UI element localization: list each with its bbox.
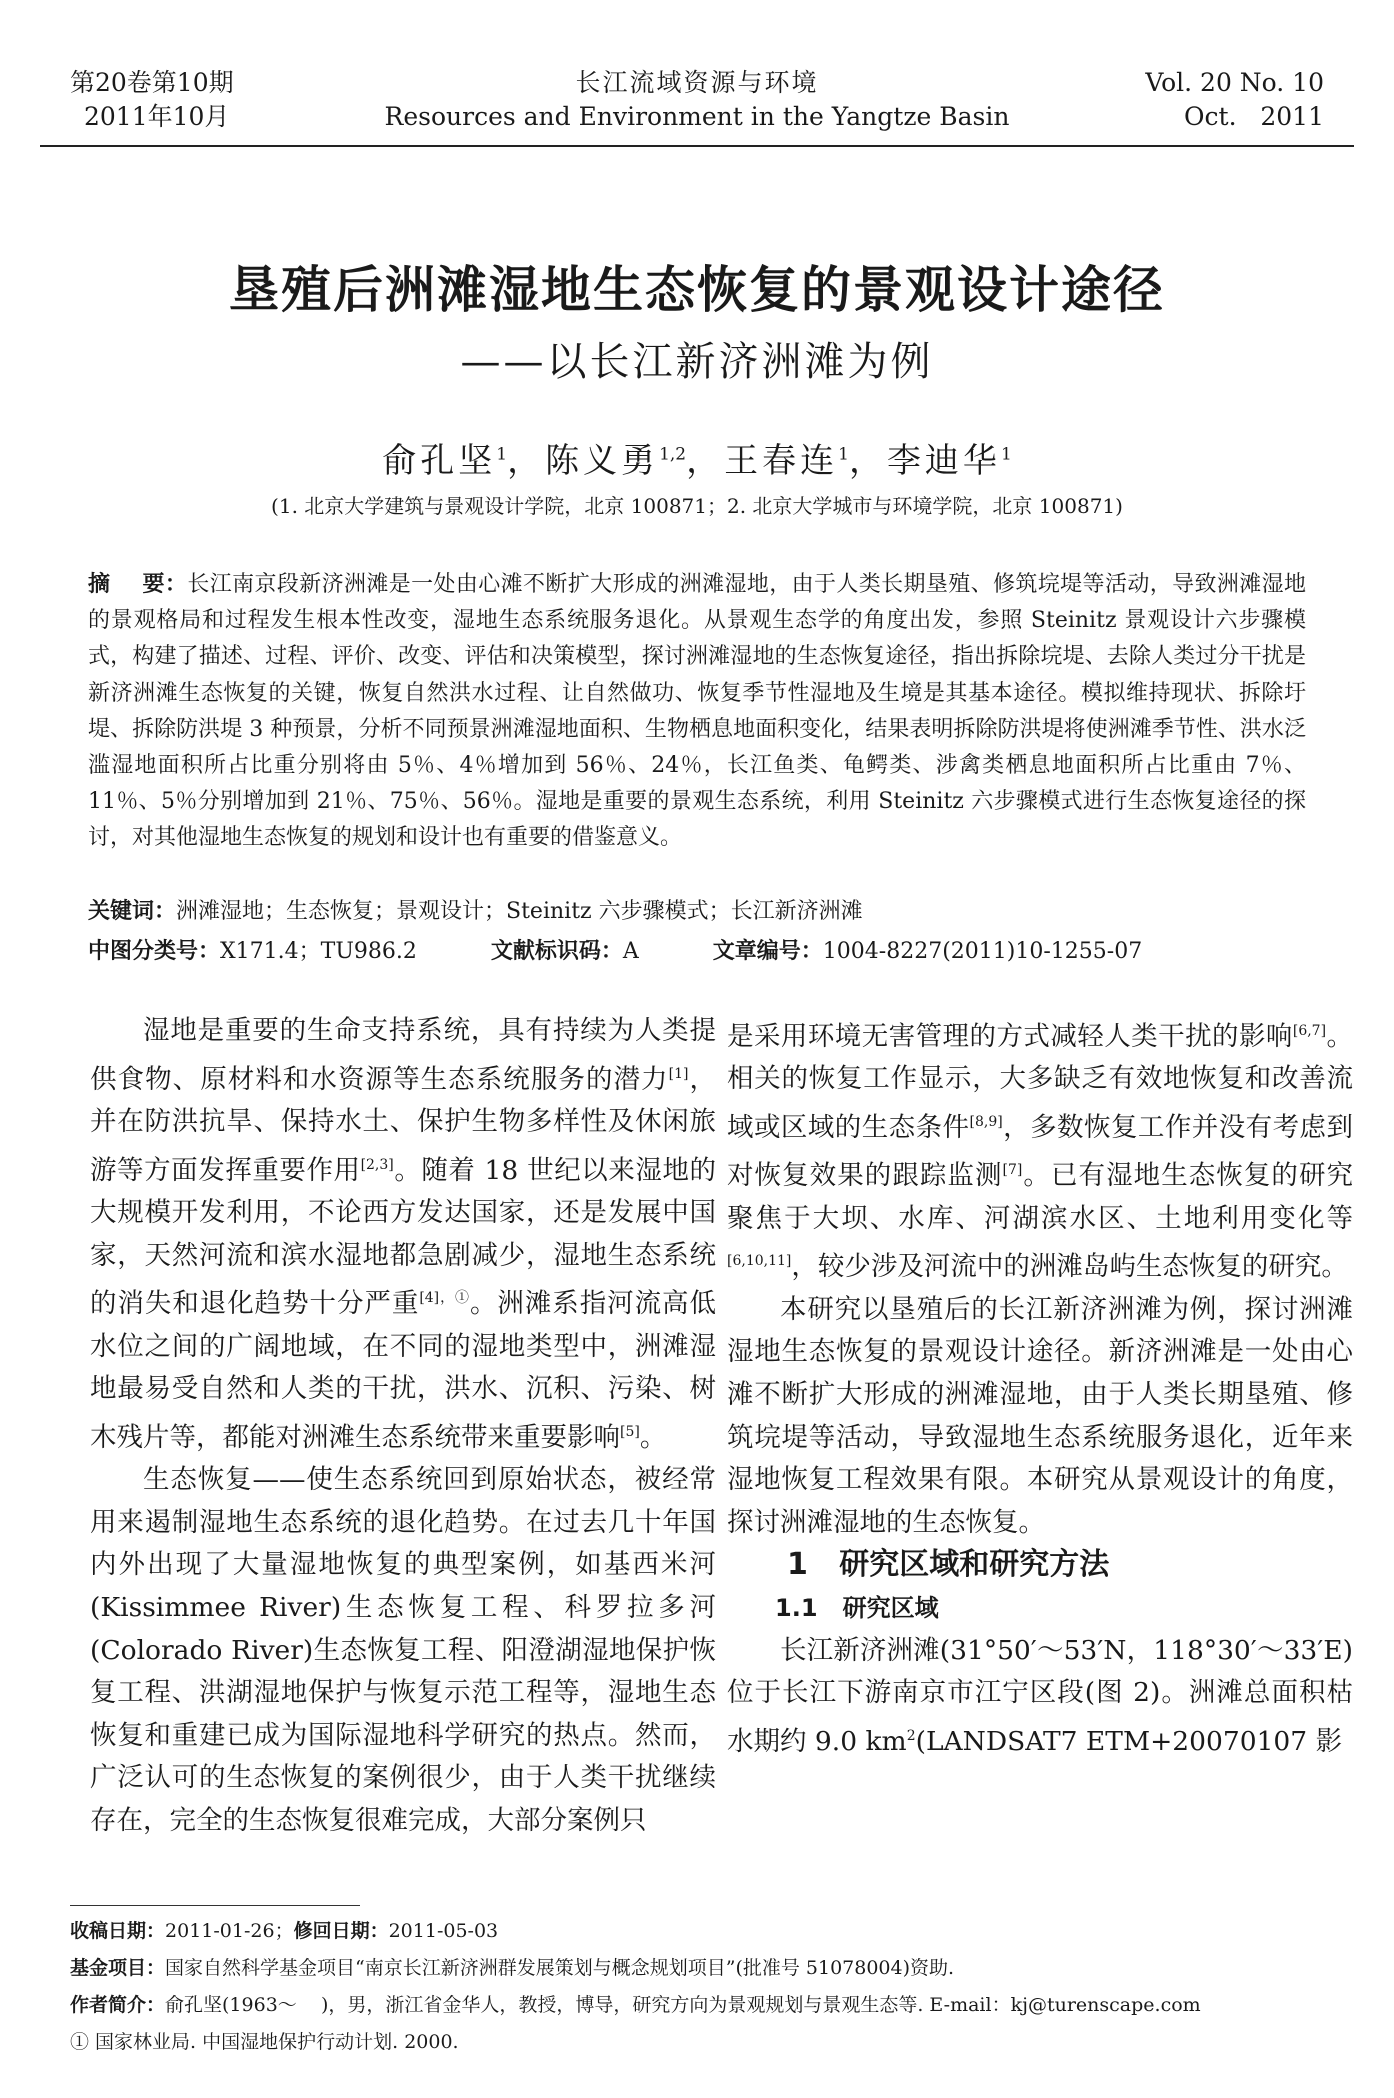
received-label: 收稿日期： [70,1920,166,1942]
volume-issue-en: Vol. 20 No. 10 [1145,68,1324,97]
revised-value: 2011-05-03 [388,1920,499,1942]
body-paragraph: 生态恢复——使生态系统回到原始状态，被经常用来遏制湿地生态系统的退化趋势。在过去几十年国内外出现了大量湿地恢复的典型案例，如基西米河(Kissimmee River)生态恢复工程、科罗拉多河(Colorado River)生态恢复工程、阳澄湖湿地保护恢复工程、洪湖湿地保护与恢复示范工程等，湿地生态恢复和重建已成为国际湿地科学研究的热点。然而，广泛认可的生态恢复的案例很少，由于人类干扰继续存在，完全的生态恢复很难完成，大部分案例只 [90,1464,716,1836]
clc-label: 中图分类号： [88,939,221,964]
author-name: 俞孔坚 [382,441,497,481]
fund-value: 国家自然科学基金项目“南京长江新济洲群发展策划与概念规划项目”(批准号 51078004)资助. [165,1957,955,1979]
footnote-1: ① 国家林业局. 中国湿地保护行动计划. 2000. [70,2031,459,2053]
body-paragraph [727,1630,1353,1764]
citation: [5] [620,1423,640,1440]
abstract-text: 长江南京段新济洲滩是一处由心滩不断扩大形成的洲滩湿地，由于人类长期垦殖、修筑垸堤等活动，导致洲滩湿地的景观格局和过程发生根本性改变，湿地生态系统服务退化。从景观生态学的角度出发，参照 Steinitz 景观设计六步骤模式，构建了描述、过程、评价、改变、评估和决策模型，探讨洲滩湿地的生态恢复途径，指出拆除垸堤、去除人类过分干扰是新济洲滩生态恢复的关键，恢复自然洪水过程、让自然做功、恢复季节性湿地及生境是其基本途径。模拟维持现状、拆除圩堤、拆除防洪堤 3 种预景，分析不同预景洲滩湿地面积、生物栖息地面积变化，结果表明拆除防洪堤将使洲滩季节性、洪水泛滥湿地面积所占比重分别将由 5％、4％增加到 56％、24％，长江鱼类、龟鳄类、涉禽类栖息地面积所占比重由 7％、11％、5％分别增加到 21％、75％、56％。湿地是重要的景观生态系统，利用 Steinitz 六步骤模式进行生态恢复途径的探讨，对其他湿地生态恢复的规划和设计也有重要的借鉴意义。 [88,572,1306,851]
author-bio-value: 俞孔坚(1963～ )，男，浙江省金华人，教授，博导，研究方向为景观规划与景观生态等. E-mail：kj@turenscape.com [165,1994,1201,2016]
citation: [6,7] [1292,1023,1327,1039]
header-divider [40,145,1354,147]
body-text: 是采用环境无害管理的方式减轻人类干扰的影响 [727,1020,1293,1052]
body-text: 。 [639,1421,667,1453]
doc-code-value: A [622,939,639,964]
paper-title: 垦殖后洲滩湿地生态恢复的景观设计途径 [229,261,1165,319]
keywords-text: 洲滩湿地；生态恢复；景观设计；Steinitz 六步骤模式；长江新济洲滩 [176,899,863,924]
body-text: 。已有湿地生态恢复的研究聚焦于大坝、水库、河湖滨水区、土地利用变化等 [727,1160,1354,1234]
body-paragraph [90,1010,716,1459]
journal-name-cn: 长江流域资源与环境 [575,68,819,97]
author-affiliation-mark: 1 [1000,444,1012,465]
citation: [2,3] [360,1156,394,1173]
running-header-right [1145,66,1324,134]
paper-subtitle: ——以长江新济洲滩为例 [460,339,934,385]
body-text: 湿地是重要的生命支持系统，具有持续为人类提供食物、原材料和水资源等生态系统服务的潜力 [90,1015,716,1095]
date-en: Oct. 2011 [1184,102,1324,131]
author-list: 俞孔坚$^1$，陈义勇$^{1,2}$，王春连$^1$，李迪华$^1$ [382,441,1012,481]
body-text: 。随着 18 世纪以来湿地的大规模开发利用，不论西方发达国家，还是发展中国家，天然河流和滨水湿地都急剧减少，湿地生态系统的消失和退化趋势十分严重 [90,1154,716,1320]
abstract [88,567,1306,857]
superscript: 2 [906,1727,916,1744]
citation: [8,9] [969,1114,1003,1131]
citation: [1] [668,1065,689,1082]
subsection-heading: 1.1 研究区域 [775,1594,939,1623]
author-affiliation-mark: 1 [838,444,849,465]
article-number-value: 1004-8227(2011)10-1255-07 [822,939,1143,964]
revised-label: 修回日期： [293,1920,389,1942]
body-paragraph [727,1010,1353,1289]
body-text: (LANDSAT7 ETM+20070107 影 [915,1725,1343,1757]
body-paragraph: 本研究以垦殖后的长江新济洲滩为例，探讨洲滩湿地生态恢复的景观设计途径。新济洲滩是一处由心滩不断扩大形成的洲滩湿地，由于人类长期垦殖、修筑垸堤等活动，导致湿地生态系统服务退化，近年来湿地恢复工程效果有限。本研究从景观设计的角度，探讨洲滩湿地的生态恢复。 [727,1293,1353,1538]
author-name: 陈义勇 [545,441,660,481]
body-text: 。相关的恢复工作显示，大多缺乏有效地恢复和改善流域或区域的生态条件 [727,1020,1354,1143]
body-text: ，较少涉及河流中的洲滩岛屿生态恢复的研究。 [791,1251,1348,1283]
author-name: 王春连 [724,441,839,481]
classification-line [88,935,1306,969]
journal-name-en: Resources and Environment in the Yangtze Basin [384,102,1010,131]
body-text: 。洲滩系指河流高低水位之间的广阔地域，在不同的湿地类型中，洲滩湿地最易受自然和人类的干扰，洪水、沉积、污染、树木残片等，都能对洲滩生态系统带来重要影响 [90,1288,717,1453]
body-column-right [727,1010,1353,1763]
abstract-label: 摘 要： [88,572,188,597]
volume-issue-cn: 第20卷第10期 [70,68,234,97]
body-text: ，多数恢复工作并没有考虑到对恢复效果的跟踪监测 [727,1111,1354,1192]
citation: [4]，① [419,1290,470,1307]
keywords [88,895,1306,929]
body-text: ，并在防洪抗旱、保持水土、保护生物多样性及休闲旅游等方面发挥重要作用 [90,1063,717,1186]
date-cn: 2011年10月 [84,102,230,131]
author-affiliation-mark: 1,2 [659,444,687,465]
fund-label: 基金项目： [70,1957,166,1979]
body-column-left [90,1010,716,1843]
footnote-fund [70,1955,1330,1981]
footnote-divider [70,1905,360,1906]
author-name: 李迪华 [886,441,1001,481]
citation: [7] [1002,1162,1023,1179]
section-heading: 1 研究区域和研究方法 [787,1547,1110,1583]
doc-code-label: 文献标识码： [490,939,623,964]
keywords-label: 关键词： [88,899,177,924]
article-number-label: 文章编号： [712,939,823,964]
body-text: 长江新济洲滩(31°50′～53′N，118°30′～33′E)位于长江下游南京市江宁区段(图 2)。洲滩总面积枯水期约 9.0 km [727,1634,1353,1757]
clc-value: X171.4；TU986.2 [220,939,417,964]
received-value: 2011-01-26； [165,1920,294,1942]
author-bio-label: 作者简介： [70,1994,166,2016]
citation: [6,10,11] [727,1253,792,1270]
footnote-author [70,1992,1330,2018]
author-affiliation-mark: 1 [496,444,508,465]
affiliations: (1. 北京大学建筑与景观设计学院，北京 100871；2. 北京大学城市与环境学院，北京 100871) [271,494,1123,518]
footnote-received [70,1918,1330,1944]
